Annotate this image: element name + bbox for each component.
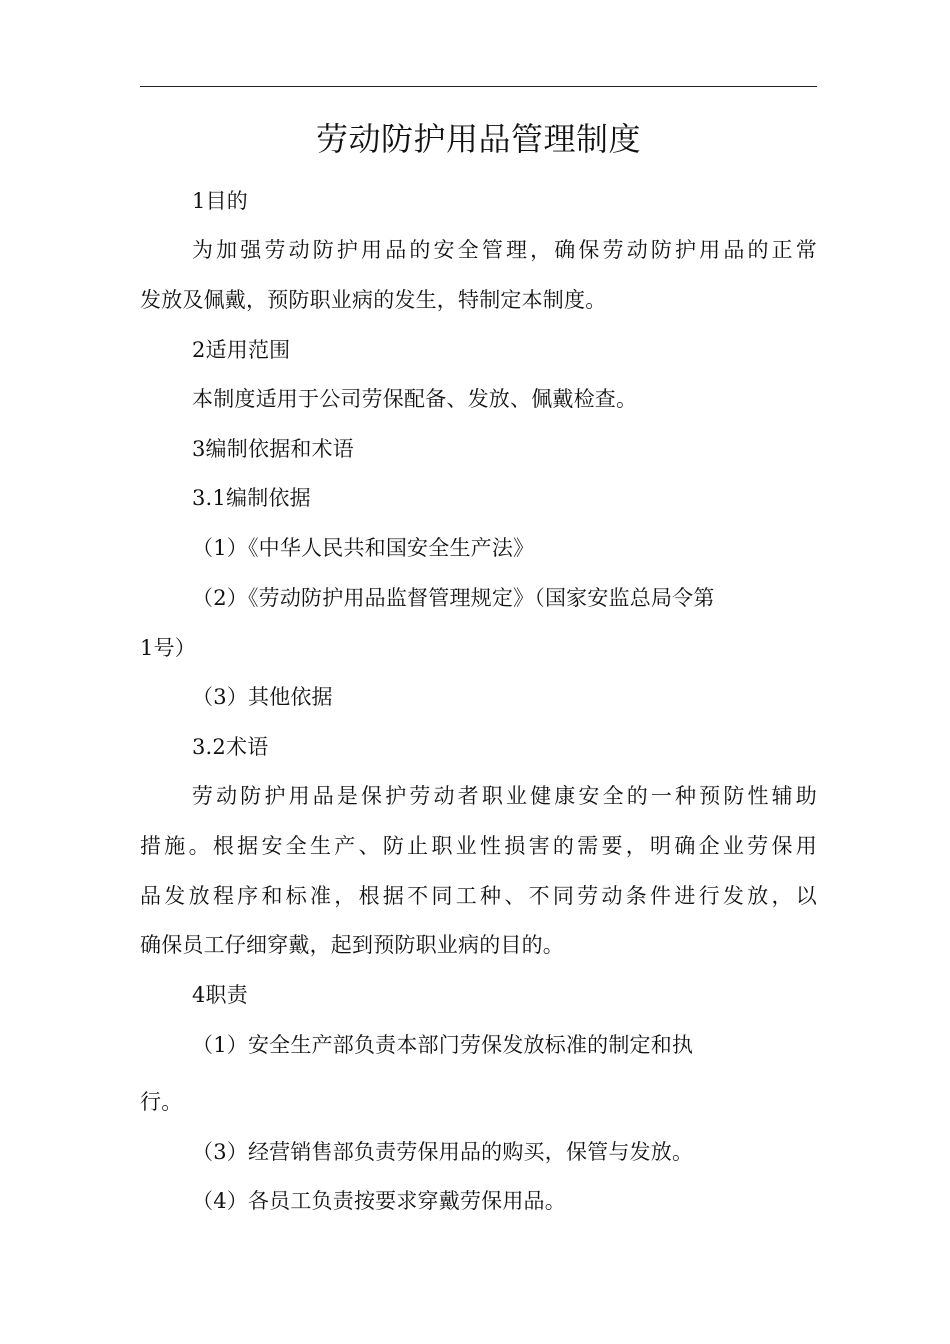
list-item: （4）各员工负责按要求穿戴劳保用品。 xyxy=(192,1189,566,1213)
section-heading-duties: 4职责 xyxy=(192,983,248,1007)
paragraph-line: 为加强劳动防护用品的安全管理，确保劳动防护用品的正常 xyxy=(192,238,817,262)
paragraph-line: 劳动防护用品是保护劳动者职业健康安全的一种预防性辅助 xyxy=(192,784,817,808)
list-item-continuation: 1号） xyxy=(140,636,196,660)
list-item: （3）经营销售部负责劳保用品的购买，保管与发放。 xyxy=(192,1140,694,1164)
header-rule xyxy=(140,86,817,87)
paragraph-line: 本制度适用于公司劳保配备、发放、佩戴检查。 xyxy=(192,387,638,411)
section-heading-purpose: 1目的 xyxy=(192,189,248,213)
document-title: 劳动防护用品管理制度 xyxy=(315,120,641,158)
section-heading-basis: 3编制依据和术语 xyxy=(192,437,354,461)
list-item-continuation: 行。 xyxy=(140,1090,183,1114)
paragraph-line: 发放及佩戴，预防职业病的发生，特制定本制度。 xyxy=(140,288,607,312)
list-item: （1）《中华人民共和国安全生产法》 xyxy=(192,536,535,560)
paragraph-line: 品发放程序和标准，根据不同工种、不同劳动条件进行发放，以 xyxy=(140,884,817,908)
list-item: （2）《劳动防护用品监督管理规定》（国家安监总局令第 xyxy=(192,586,715,610)
paragraph-line: 措施。根据安全生产、防止职业性损害的需要，明确企业劳保用 xyxy=(140,834,817,858)
subsection-heading: 3.2术语 xyxy=(192,735,269,759)
list-item: （1）安全生产部负责本部门劳保发放标准的制定和执 xyxy=(192,1033,694,1057)
section-heading-scope: 2适用范围 xyxy=(192,338,291,362)
subsection-heading: 3.1编制依据 xyxy=(192,486,311,510)
list-item: （3）其他依据 xyxy=(192,685,333,709)
paragraph-line: 确保员工仔细穿戴，起到预防职业病的目的。 xyxy=(140,933,564,957)
